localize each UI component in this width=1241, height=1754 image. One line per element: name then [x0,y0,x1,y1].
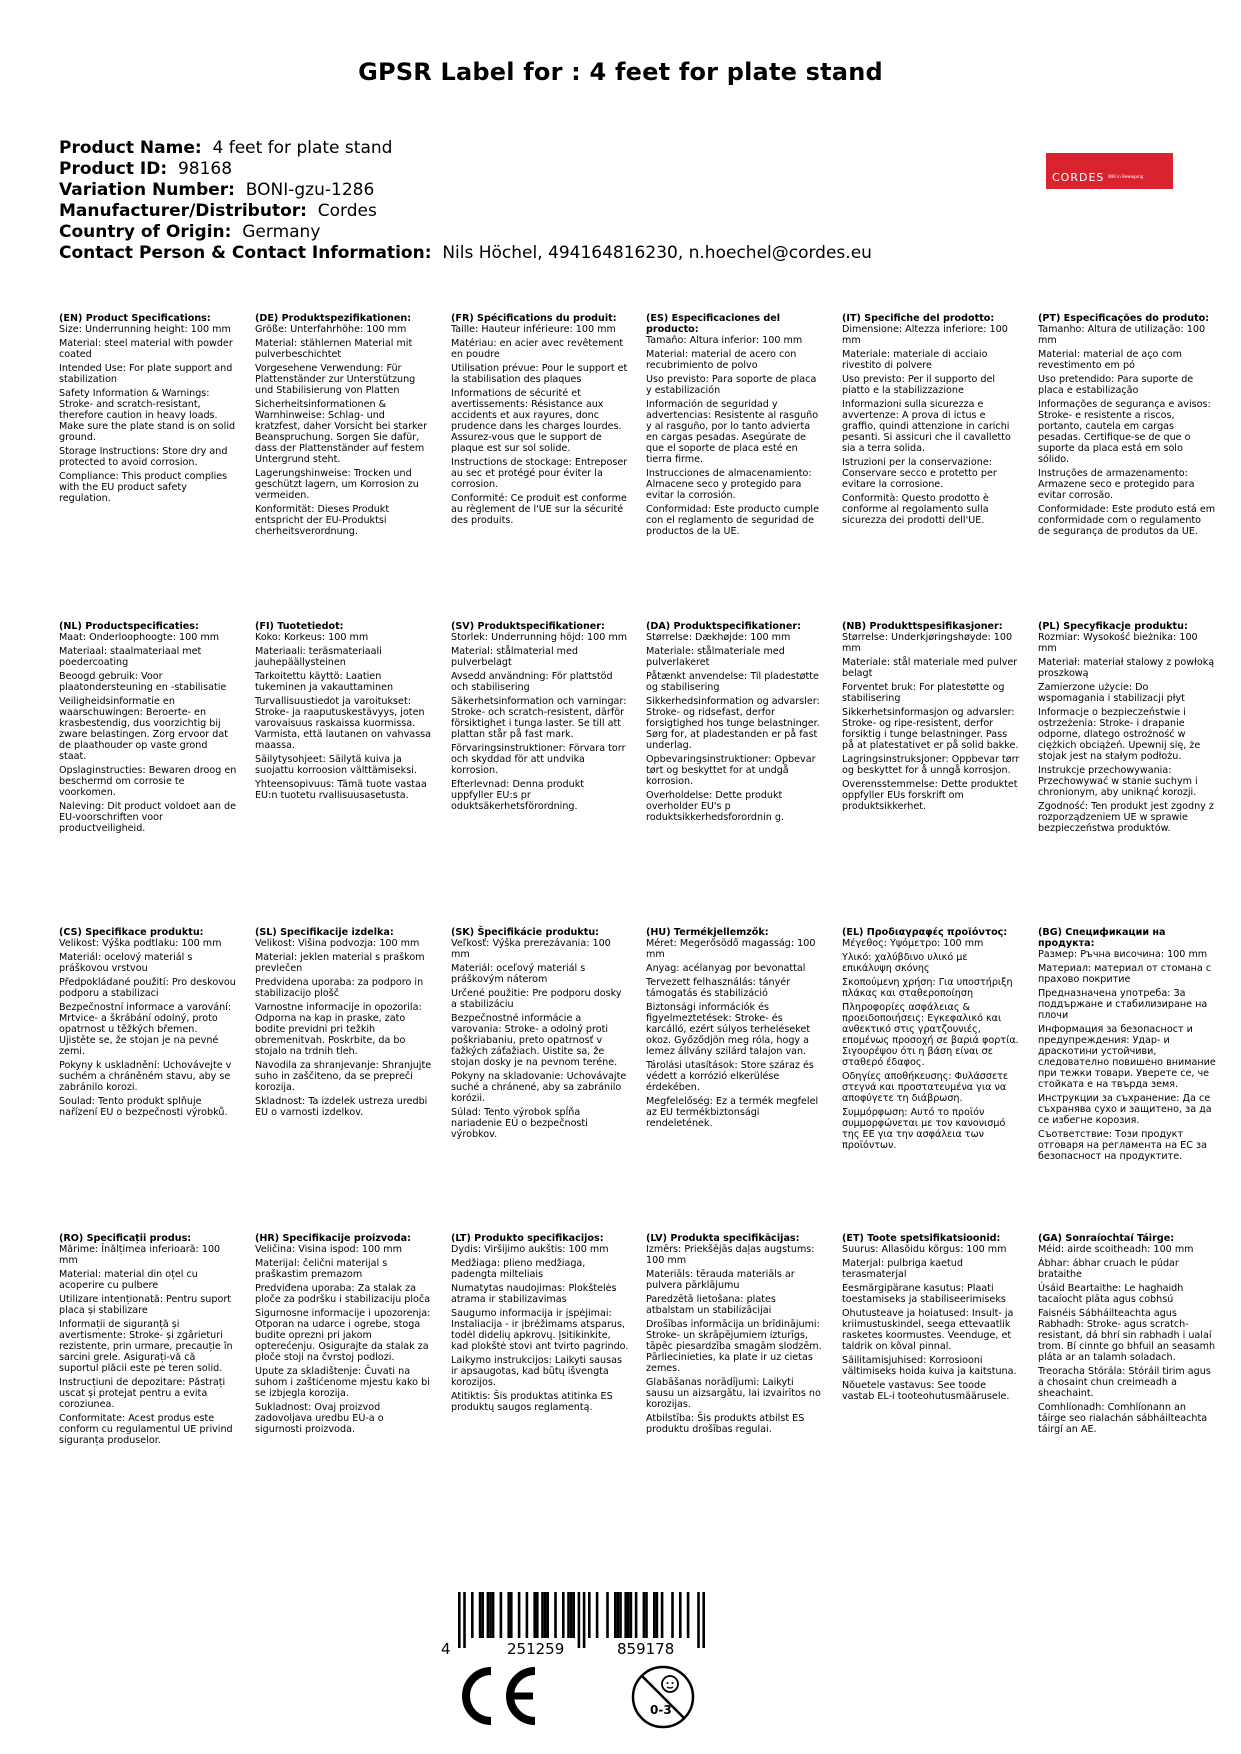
spec-paragraph: Sikkerhedsinformation og advarsler: Stroke- og ridsefast, derfor forsigtighed hos tunge belastninger. Sørg for, at pladestanden er på fast underlag. [646,696,820,751]
spec-paragraph: Taille: Hauteur inférieure: 100 mm [451,324,616,335]
spec-paragraph: Informații de siguranță și avertismente: Stroke- și zgârieturi rezistente, prin urmare, precauție în sarcini grele. Asigurați-vă că suportul plăcii este pe teren solid. [59,1319,233,1374]
spec-paragraph: Upute za skladištenje: Čuvati na suhom i zaštićenome mjestu kako bi se izbjegla korozija. [255,1366,430,1399]
spec-section [1038,1233,1216,1438]
spec-paragraph: Mărime: Înălțimea inferioară: 100 mm [59,1244,221,1266]
spec-paragraph: Rozmiar: Wysokość bieżnika: 100 mm [1038,632,1198,654]
spec-section [255,621,433,804]
spec-paragraph: Méid: airde scoitheadh: 100 mm [1038,1244,1194,1255]
spec-paragraph: Compliance: This product complies with the EU product safety regulation. [59,471,228,504]
spec-paragraph: Materiał: materiał stalowy z powłoką proszkową [1038,657,1215,679]
variation-row [59,180,872,201]
spec-paragraph: Materiale: stål materiale med pulver belagt [842,657,1018,679]
spec-heading: (HU) Termékjellemzők: [646,927,769,938]
spec-paragraph: Dydis: Viršijimo aukštis: 100 mm [451,1244,609,1255]
spec-paragraph: Material: material din oțel cu acoperire cu pulbere [59,1269,198,1291]
spec-paragraph: Zamierzone użycie: Do wspomagania i stabilizacji płyt [1038,682,1185,704]
spec-heading: (HR) Specifikacije proizvoda: [255,1233,411,1244]
spec-paragraph: Tamaño: Altura inferior: 100 mm [646,335,803,346]
spec-heading: (PT) Especificações do produto: [1038,313,1210,324]
spec-paragraph: Instrukcje przechowywania: Przechowywać w stanie suchym i chronionym, aby uniknąć korozji. [1038,765,1198,798]
barcode-bar [572,1592,575,1638]
barcode-bar [588,1592,591,1638]
spec-paragraph: Veľkosť: Výška prerezávania: 100 mm [451,938,611,960]
barcode-bar [583,1592,586,1648]
manufacturer-row [59,201,872,222]
ce-mark-icon [455,1665,539,1727]
barcode-bar [481,1592,484,1638]
origin-label: Country of Origin: [59,222,232,242]
spec-section [451,1233,629,1416]
variation-number: BONI-gzu-1286 [245,180,375,200]
spec-paragraph: Ohutusteave ja hoiatused: Insult- ja kriimustuskindel, seega ettevaatlik rasketes koormustes. Veenduge, et taldrik on kõval pinnal. [842,1308,1014,1352]
spec-paragraph: Tervezett felhasználás: tányér támogatás és stabilizáció [646,977,791,999]
spec-paragraph: Säkerhetsinformation och varningar: Stroke- och scratch-resistent, därför försiktighet i tunga laster. Se till att plattan står på fast mark. [451,696,627,740]
spec-section [59,927,237,1121]
spec-paragraph: Size: Underrunning height: 100 mm [59,324,231,335]
spec-heading: (ES) Especificaciones del producto: [646,313,781,335]
spec-paragraph: Určené použitie: Pre podporu dosky a stabilizáciu [451,988,622,1010]
spec-heading: (LV) Produkta specifikācijas: [646,1233,800,1244]
barcode-bar [619,1592,622,1638]
age-range-text: 0-3 [650,1703,672,1717]
barcode-bar [653,1592,656,1638]
product-name-label: Product Name: [59,138,202,158]
spec-paragraph: Koko: Korkeus: 100 mm [255,632,369,643]
barcode-bar [463,1592,466,1648]
barcode-bar [671,1592,674,1638]
spec-paragraph: Sicherheitsinformationen & Warnhinweise: Schlag- und kratzfest, daher Vorsicht bei starker Beanspruchung. Sorgen Sie dafür, dass der Plattenständer auf festem Untergrund steht. [255,399,428,465]
barcode-bar [458,1592,461,1648]
spec-paragraph: Drošības informācija un brīdinājumi: Stroke- un skrāpējumiem izturīgs, tāpēc piesardzība smagām slodzēm. Pārliecinieties, ka plate ir uz cietas zemes. [646,1319,822,1374]
spec-paragraph: Инструкции за съхранение: Да се съхранява сухо и защитено, за да се избегне корозия. [1038,1093,1212,1126]
barcode-bar [697,1592,700,1648]
barcode-bar [492,1592,495,1638]
spec-paragraph: Efterlevnad: Denna produkt uppfyller EU:s pr oduktsäkerhetsförordning. [451,779,585,812]
spec-section [255,313,433,540]
logo-subtext: WIR in Bewegung [1108,174,1144,179]
spec-paragraph: Informações de segurança e avisos: Stroke- e resistente a riscos, portanto, cautela em cargas pesadas. Certifique-se de que o suporte da placa está em solo sólido. [1038,399,1211,465]
barcode-bar [578,1592,581,1648]
spec-section [451,313,629,529]
spec-paragraph: Opbevaringsinstruktioner: Opbevar tørt og beskyttet for at undgå korrosion. [646,754,816,787]
spec-paragraph: Velikost: Višina podvozja: 100 mm [255,938,420,949]
spec-paragraph: Material: jeklen material s praškom prevlečen [255,952,425,974]
spec-paragraph: Skladnost: Ta izdelek ustreza uredbi EU o varnosti izdelkov. [255,1096,428,1118]
barcode-bar [536,1592,539,1638]
origin: Germany [242,222,321,242]
spec-paragraph: Megfelelőség: Ez a termék megfelel az EU termékbiztonsági rendeletének. [646,1096,819,1129]
spec-paragraph: Material: stählernen Material mit pulverbeschichtet [255,338,413,360]
barcode-bar [471,1592,474,1638]
barcode-bar [624,1592,627,1638]
barcode-bar [510,1592,513,1638]
spec-section [255,1233,433,1438]
spec-section [1038,621,1216,837]
spec-paragraph: Съответствие: Този продукт отговаря на регламента на ЕС за безопасност на продуктите. [1038,1129,1207,1162]
spec-paragraph: Uso pretendido: Para suporte de placa e estabilização [1038,374,1194,396]
spec-section [646,927,824,1132]
spec-paragraph: Intended Use: For plate support and stabilization [59,363,233,385]
barcode-right-digits: 859178 [617,1640,675,1658]
barcode-bar [702,1592,705,1648]
spec-paragraph: Material: material de acero con recubrimiento de polvo [646,349,797,371]
barcode-bar [526,1592,529,1638]
spec-paragraph: Velikost: Výška podtlaku: 100 mm [59,938,222,949]
spec-paragraph: Storage Instructions: Store dry and protected to avoid corrosion. [59,446,228,468]
spec-paragraph: Material: stålmaterial med pulverbelagt [451,646,578,668]
spec-paragraph: Lagringsinstruksjoner: Oppbevar tørr og beskyttet for å unngå korrosjon. [842,754,1020,776]
spec-paragraph: Numatytas naudojimas: Plokštelės atrama ir stabilizavimas [451,1283,617,1305]
spec-paragraph: Atbilstība: Šis produkts atbilst ES produktu drošības regulai. [646,1413,805,1435]
spec-paragraph: Predvidena uporaba: za podporo in stabilizacijo plošč [255,977,424,999]
spec-heading: (SK) Špecifikácie produktu: [451,927,600,938]
spec-section [842,621,1020,815]
spec-heading: (EN) Product Specifications: [59,313,211,324]
barcode-bar [643,1592,646,1638]
spec-heading: (NL) Productspecificaties: [59,621,199,632]
spec-paragraph: Material: steel material with powder coated [59,338,233,360]
spec-paragraph: Instructions de stockage: Entreposer au sec et protégé pour éviter la corrosion. [451,457,628,490]
spec-paragraph: Izmērs: Priekšējās daļas augstums: 100 mm [646,1244,815,1266]
spec-section [842,313,1020,529]
spec-paragraph: Turvallisuustiedot ja varoitukset: Stroke- ja raaputuskestävyys, joten varovaisuus raskaissa kuormissa. Varmista, että lautanen on vahvassa maassa. [255,696,432,751]
spec-section [646,313,824,540]
spec-paragraph: Naleving: Dit product voldoet aan de EU-voorschriften voor productveiligheid. [59,801,236,834]
spec-paragraph: Súlad: Tento výrobok spĺňa nariadenie EÚ o bezpečnosti výrobkov. [451,1107,588,1140]
spec-paragraph: Eesmärgipärane kasutus: Plaati toestamiseks ja stabiliseerimiseks [842,1283,1006,1305]
spec-section [1038,313,1216,540]
spec-paragraph: Información de seguridad y advertencias: Resistente al rasguño y al rasguño, por lo tanto advierta en cargas pesadas. Asegúrate de que el soporte de placa esté en tierra firme. [646,399,819,465]
spec-paragraph: Σκοπούμενη χρήση: Για υποστήριξη πλάκας και σταθεροποίηση [842,977,1013,999]
spec-heading: (BG) Спецификации на продукта: [1038,927,1166,949]
barcode-bar [567,1592,570,1638]
spec-paragraph: Anyag: acélanyag por bevonattal [646,963,806,974]
spec-section [451,621,629,815]
spec-paragraph: Dimensione: Altezza inferiore: 100 mm [842,324,1008,346]
spec-paragraph: Materiál: oceľový materiál s práškovým náterom [451,963,586,985]
barcode-bar [562,1592,565,1638]
spec-paragraph: Bezpečnostné informácie a varovania: Stroke- a odolný proti poškriabaniu, preto opatrnosť v ťažkých záťažiach. Uistite sa, že stojan dosky je na pevnom teréne. [451,1013,618,1068]
spec-paragraph: Πληροφορίες ασφάλειας & προειδοποιήσεις: Εγκεφαλικό και ανθεκτικό στις γρατζουνιές, επομένως προσοχή σε βαριά φορτία. Σιγουρέψου ότι η βάση είναι σε σταθερό έδαφος. [842,1002,1019,1068]
barcode-bar [479,1592,482,1638]
contact: Nils Höchel, 494164816230, n.hoechel@cordes.eu [442,243,872,263]
barcode-bar [489,1592,492,1638]
spec-paragraph: Předpokládané použití: Pro deskovou podporu a stabilizaci [59,977,236,999]
spec-paragraph: Tarkoitettu käyttö: Laatien tukeminen ja vakauttaminen [255,671,394,693]
spec-heading: (SV) Produktspecifikationer: [451,621,605,632]
spec-paragraph: Materiāls: tērauda materiāls ar pulvera pārklājumu [646,1269,795,1291]
spec-paragraph: Sikkerhetsinformasjon og advarsler: Stroke- og ripe-resistent, derfor forsiktig i tunge belastninger. Pass på at platestativet er på solid bakke. [842,707,1019,751]
spec-heading: (FI) Tuotetiedot: [255,621,344,632]
spec-paragraph: Navodila za shranjevanje: Shranjujte suho in zaščiteno, da se prepreči korozija. [255,1060,432,1093]
spec-paragraph: Opslaginstructies: Bewaren droog en beschermd om corrosie te voorkomen. [59,765,237,798]
barcode-bar [554,1592,557,1638]
spec-paragraph: Avsedd användning: För plattstöd och stabilisering [451,671,613,693]
spec-paragraph: Matériau: en acier avec revêtement en poudre [451,338,624,360]
spec-paragraph: Conformité: Ce produit est conforme au règlement de l'UE sur la sécurité des produits. [451,493,627,526]
spec-section [59,1233,237,1449]
spec-paragraph: Utilizare intenționată: Pentru suport placa și stabilizare [59,1294,232,1316]
spec-paragraph: Materiaali: teräsmateriaali jauhepäällysteinen [255,646,382,668]
spec-paragraph: Uso previsto: Para soporte de placa y estabilización [646,374,817,396]
spec-paragraph: Materiál: ocelový materiál s práškovou vrstvou [59,952,193,974]
barcode-bar [656,1592,659,1638]
spec-paragraph: Forventet bruk: For platestøtte og stabilisering [842,682,1005,704]
spec-paragraph: Μέγεθος: Υψόμετρο: 100 mm [842,938,984,949]
spec-heading: (PL) Specyfikacje produktu: [1038,621,1188,632]
barcode-bar [606,1592,609,1638]
contact-label: Contact Person & Contact Information: [59,243,432,263]
spec-paragraph: Ábhar: ábhar cruach le púdar brataithe [1038,1258,1179,1280]
spec-heading: (RO) Specificații produs: [59,1233,192,1244]
product-id: 98168 [177,159,233,179]
spec-section [1038,927,1216,1165]
spec-paragraph: Pokyny k uskladnění: Uchovávejte v suchém a chráněném stavu, aby se zabránilo korozi. [59,1060,232,1093]
variation-label: Variation Number: [59,180,235,200]
barcode-bar [614,1592,617,1638]
contact-row [59,243,872,264]
spec-heading: (DA) Produktspecifikationer: [646,621,801,632]
barcode-bar [687,1592,690,1638]
spec-paragraph: Treoracha Stórála: Stóráil tirim agus a chosaint chun creimeadh a sheachaint. [1038,1366,1211,1399]
barcode-bar [544,1592,547,1638]
spec-paragraph: Suurus: Allasõidu kõrgus: 100 mm [842,1244,1007,1255]
spec-paragraph: Storlek: Underrunning höjd: 100 mm [451,632,628,643]
product-info [59,138,872,264]
spec-paragraph: Laikymo instrukcijos: Laikyti sausas ir apsaugotas, kad būtų išvengta korozijos. [451,1355,622,1388]
barcode-first-digit: 4 [441,1640,451,1658]
spec-paragraph: Materiaal: staalmateriaal met poedercoating [59,646,202,668]
spec-paragraph: Vorgesehene Verwendung: Für Plattenständer zur Unterstützung und Stabilisierung von Platten [255,363,416,396]
spec-paragraph: Размер: Ръчна височина: 100 mm [1038,949,1208,960]
spec-paragraph: Yhteensopivuus: Tämä tuote vastaa EU:n tuotetu rvallisuusasetusta. [255,779,427,801]
origin-row [59,222,872,243]
spec-paragraph: Instruções de armazenamento: Armazene seco e protegido para evitar corrosão. [1038,468,1195,501]
spec-paragraph: Säilytysohjeet: Säilytä kuiva ja suojattu korroosion välttämiseksi. [255,754,417,776]
age-warning-icon [630,1664,696,1730]
manufacturer: Cordes [317,201,377,221]
spec-section [842,927,1020,1154]
spec-paragraph: Zgodność: Ten produkt jest zgodny z rozporządzeniem UE w sprawie bezpieczeństwa produktów. [1038,801,1214,834]
spec-heading: (EL) Προδιαγραφές προϊόντος: [842,927,1008,938]
spec-paragraph: Størrelse: Dækhøjde: 100 mm [646,632,791,643]
spec-paragraph: Konformität: Dieses Produkt entspricht der EU-Produktsi cherheitsverordnung. [255,504,390,537]
spec-paragraph: Größe: Unterfahrhöhe: 100 mm [255,324,407,335]
spec-paragraph: Faisnéis Sábháilteachta agus Rabhadh: Stroke- agus scratch-resistant, dá bhrí sin rabhadh i ualaí trom. Bí cinnte go bhfuil an seasamh pláta ar an talamh soladach. [1038,1308,1216,1363]
spec-section [59,621,237,837]
spec-section [451,927,629,1143]
spec-paragraph: Informations de sécurité et avertissements: Résistance aux accidents et aux rayures, donc prudence dans les charges lourdes. Assurez-vous que le support de plaque est sur sol solide. [451,388,622,454]
spec-paragraph: Istruzioni per la conservazione: Conservare secco e protetto per evitare la corrosione. [842,457,997,490]
spec-paragraph: Veličina: Visina ispod: 100 mm [255,1244,402,1255]
spec-paragraph: Conformità: Questo prodotto è conforme al regolamento sulla sicurezza dei prodotti dell'UE. [842,493,989,526]
spec-paragraph: Soulad: Tento produkt splňuje nařízení EU o bezpečnosti výrobků. [59,1096,228,1118]
spec-paragraph: Sigurnosne informacije i upozorenja: Otporan na udarce i ogrebe, stoga budite oprezni pri jakom opterećenju. Osigurajte da stalak za ploče stoji na čvrstoj podlozi. [255,1308,431,1363]
spec-paragraph: Instrucciones de almacenamiento: Almacene seco y protegido para evitar la corrosión. [646,468,812,501]
logo-text: CORDES [1052,171,1105,184]
spec-paragraph: Méret: Megerősödő magasság: 100 mm [646,938,816,960]
spec-paragraph: Overensstemmelse: Dette produktet oppfyller EUs forskrift om produktsikkerhet. [842,779,1018,812]
cordes-logo [1046,153,1173,189]
spec-paragraph: Glabāšanas norādījumi: Laikyti sausu un aizsargātu, lai izvairītos no korozijas. [646,1377,821,1410]
barcode-left-digits: 251259 [507,1640,565,1658]
spec-section [646,621,824,826]
spec-paragraph: Informacje o bezpieczeństwie i ostrzeżenia: Stroke- i drapanie odporne, dlatego ostrożność w ciężkich obciążeń. Upewnij się, że stojak jest na stałym podłożu. [1038,707,1201,762]
spec-paragraph: Материал: материал от стомана с прахово покритие [1038,963,1212,985]
barcode-bar [500,1592,503,1638]
product-name-row [59,138,872,159]
spec-paragraph: Säilitamisjuhised: Korrosiooni vältimiseks hoida kuiva ja kaitstuna. [842,1355,1017,1377]
barcode-bar [570,1592,573,1638]
spec-section [59,313,237,507]
spec-paragraph: Størrelse: Underkjøringshøyde: 100 mm [842,632,1013,654]
spec-paragraph: Veiligheidsinformatie en waarschuwingen: Beroerte- en krasbestendig, dus voorzichtig bij zware belastingen. Zorg ervoor dat de plaathouder op vaste grond staat. [59,696,229,762]
spec-paragraph: Saugumo informacija ir įspėjimai: Instaliacija - ir įbrėžimams atsparus, todėl didelių apkrovų. Įsitikinkite, kad plokštė stovi ant tvirto pagrindo. [451,1308,629,1352]
spec-paragraph: Συμμόρφωση: Αυτό το προϊόν συμμορφώνεται με τον κανονισμό της ΕΕ για την ασφάλεια των προϊόντων. [842,1107,1006,1151]
spec-heading: (NB) Produkttspesifikasjoner: [842,621,1003,632]
product-id-label: Product ID: [59,159,168,179]
spec-paragraph: Sukladnost: Ovaj proizvod zadovoljava uredbu EU-a o sigurnosti proizvoda. [255,1402,384,1435]
spec-heading: (DE) Produktspezifikationen: [255,313,412,324]
spec-paragraph: Utilisation prévue: Pour le support et la stabilisation des plaques [451,363,628,385]
barcode-bar [630,1592,633,1638]
barcode-bar [596,1592,599,1638]
barcode-bar [679,1592,682,1638]
barcode-bar [546,1592,549,1638]
spec-paragraph: Conformidade: Este produto está em conformidade com o regulamento de segurança de produtos da UE. [1038,504,1216,537]
spec-paragraph: Förvaringsinstruktioner: Förvara torr och skyddad för att undvika korrosion. [451,743,626,776]
barcode-bar [617,1592,620,1638]
barcode-bar [661,1592,664,1638]
spec-heading: (CS) Specifikace produktu: [59,927,204,938]
spec-paragraph: Οδηγίες αποθήκευσης: Φυλάσσετε στεγνά και προστατευμένα για να αποφύγετε τη διάβρωση. [842,1071,1009,1104]
spec-paragraph: Beoogd gebruik: Voor plaatondersteuning en -stabilisatie [59,671,227,693]
spec-paragraph: Safety Information & Warnings: Stroke- and scratch-resistant, therefore caution in heavy loads. Make sure the plate stand is on solid ground. [59,388,236,443]
spec-paragraph: Υλικό: χαλύβδινο υλικό με επικάλυψη σκόνης [842,952,968,974]
spec-paragraph: Информация за безопасност и предупреждения: Удар- и драскотини устойчиви, следователно повишено внимание при тежки товари. Уверете се, че стойката е на твърда земя. [1038,1024,1216,1090]
spec-paragraph: Material: material de aço com revestimento em pó [1038,349,1182,371]
spec-paragraph: Materjal: pulbriga kaetud terasmaterjal [842,1258,963,1280]
spec-paragraph: Nõuetele vastavus: See toode vastab EL-i tooteohutusmäärusele. [842,1380,1010,1402]
spec-heading: (IT) Specifiche del prodotto: [842,313,995,324]
spec-paragraph: Pokyny na skladovanie: Uchovávajte suché a chránené, aby sa zabránilo korózii. [451,1071,627,1104]
spec-heading: (ET) Toote spetsifikatsioonid: [842,1233,1001,1244]
barcode-bar [635,1592,638,1638]
spec-paragraph: Biztonsági információk és figyelmeztetések: Stroke- és karcálló, ezért súlyos terheléseket okoz. Győződjön meg róla, hogy a lemez állvány szilárd talajon van. [646,1002,811,1057]
spec-paragraph: Conformidad: Este producto cumple con el reglamento de seguridad de productos de la UE. [646,504,819,537]
spec-heading: (LT) Produkto specifikacijos: [451,1233,604,1244]
spec-paragraph: Maat: Onderloophoogte: 100 mm [59,632,220,643]
spec-heading: (GA) Sonraíochtaí Táirge: [1038,1233,1175,1244]
spec-section [842,1233,1020,1405]
spec-paragraph: Materiale: stålmateriale med pulverlakeret [646,646,785,668]
spec-paragraph: Påtænkt anvendelse: Til pladestøtte og stabilisering [646,671,819,693]
product-id-row [59,159,872,180]
spec-section [646,1233,824,1438]
spec-paragraph: Medžiaga: plieno medžiaga, padengta milteliais [451,1258,586,1280]
barcode-bar [541,1592,544,1638]
spec-paragraph: Uso previsto: Per il supporto del piatto e la stabilizzazione [842,374,996,396]
barcode-bar [533,1592,536,1638]
barcode-bar [518,1592,521,1638]
spec-paragraph: Overholdelse: Dette produkt overholder EU's p roduktsikkerhedsforordnin g. [646,790,785,823]
spec-paragraph: Bezpečnostní informace a varování: Mrtvice- a škrábání odolný, proto opatrnost u těžkých břemen. Ujistěte se, že stojan je na pevné zemi. [59,1002,232,1057]
barcode-bar [487,1592,490,1638]
spec-paragraph: Lagerungshinweise: Trocken und geschützt lagern, um Korrosion zu vermeiden. [255,468,419,501]
spec-paragraph: Tárolási utasítások: Store száraz és védett a korrózió elkerülése érdekében. [646,1060,814,1093]
spec-paragraph: Materiale: materiale di acciaio rivestito di polvere [842,349,988,371]
page-title: GPSR Label for : 4 feet for plate stand [358,58,883,86]
spec-paragraph: Comhlíonadh: Comhlíonann an táirge seo rialachán sábháilteachta táirgí an AE. [1038,1402,1208,1435]
spec-paragraph: Atitiktis: Šis produktas atitinka ES produktų saugos reglamentą. [451,1391,613,1413]
spec-paragraph: Varnostne informacije in opozorila: Odporna na kap in praske, zato bodite previdni pri težkih obremenitvah. Poskrbite, da bo stojalo na trdnih tleh. [255,1002,422,1057]
spec-paragraph: Paredzētā lietošana: plates atbalstam un stabilizācijai [646,1294,776,1316]
manufacturer-label: Manufacturer/Distributor: [59,201,307,221]
spec-paragraph: Predviđena uporaba: Za stalak za ploče za podršku i stabilizaciju ploča [255,1283,431,1305]
spec-paragraph: Instrucțiuni de depozitare: Păstrați uscat și protejat pentru a evita coroziunea. [59,1377,226,1410]
spec-paragraph: Tamanho: Altura de utilização: 100 mm [1038,324,1206,346]
spec-paragraph: Предназначена употреба: За поддържане и стабилизиране на плочи [1038,988,1208,1021]
spec-paragraph: Materijal: čelični materijal s praškastim premazom [255,1258,388,1280]
spec-paragraph: Conformitate: Acest produs este conform cu regulamentul UE privind siguranța produselor. [59,1413,233,1446]
product-name: 4 feet for plate stand [212,138,393,158]
spec-heading: (FR) Spécifications du produit: [451,313,617,324]
barcode-bar [627,1592,630,1638]
spec-paragraph: Úsáid Beartaithe: Le haghaidh tacaíocht plāta agus cobhsú [1038,1283,1184,1305]
spec-paragraph: Informazioni sulla sicurezza e avvertenze: A prova di ictus e graffio, quindi attenzione in carichi pesanti. Si assicuri che il cavalletto sia a terra solida. [842,399,1011,454]
barcode-bar [645,1592,648,1638]
spec-section [255,927,433,1121]
barcode-bar [507,1592,510,1638]
spec-heading: (SL) Specifikacije izdelka: [255,927,394,938]
